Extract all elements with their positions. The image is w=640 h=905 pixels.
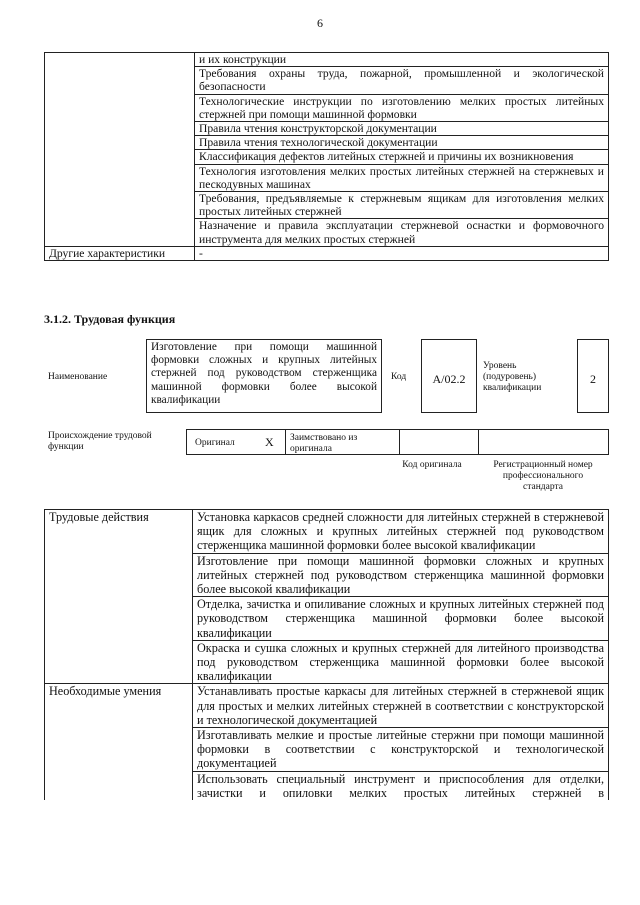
original-cell — [186, 429, 286, 455]
knowledge-item: Технология изготовления мелких простых литейных стержней на стержневых и пескодувных машинах — [195, 164, 609, 191]
original-code-cell — [399, 429, 479, 455]
skill-item: Изготавливать мелкие и простые литейные стержни при помощи машинной формовки в соответствии с конструкторской и технологической документацией — [193, 728, 609, 772]
borrowed-label: Заимствовано из оригинала — [290, 433, 358, 454]
table-row — [45, 53, 609, 67]
function-code-value: A/02.2 — [421, 339, 477, 413]
knowledge-item: Требования, предъявляемые к стержневым ящикам для изготовления мелких простых литейных стержней — [195, 192, 609, 219]
code-original-caption: Код оригинала — [402, 460, 462, 470]
knowledge-item: Назначение и правила эксплуатации стержневой оснастки и формовочного инструмента для мелких простых стержней — [195, 219, 609, 246]
skills-label: Необходимые умения — [45, 684, 193, 800]
reg-number-caption: Регистрационный номер профессионального стандарта — [493, 460, 593, 492]
function-name-value: Изготовление при помощи машинной формовки сложных и крупных литейных стержней под руководством стерженщика машинной формовки более высокой квалификации — [146, 339, 382, 413]
skill-item: Использовать специальный инструмент и приспособления для отделки, зачистки и опиловки мелких простых литейных стержней в — [193, 771, 609, 800]
borrowed-cell — [285, 429, 400, 455]
table-row — [45, 246, 609, 260]
page-number: 6 — [317, 16, 323, 30]
name-label: Наименование — [48, 372, 108, 382]
knowledge-label-cell — [45, 53, 195, 247]
original-mark: X — [265, 435, 274, 449]
knowledge-item: и их конструкции — [195, 53, 609, 67]
table-row — [45, 684, 609, 728]
function-details-table — [44, 509, 609, 800]
code-label: Код — [391, 372, 407, 382]
other-characteristics-value: - — [195, 246, 609, 260]
original-label: Оригинал — [195, 438, 235, 448]
knowledge-item: Технологические инструкции по изготовлению мелких простых литейных стержней при помощи машинной формовки — [195, 94, 609, 121]
knowledge-item: Правила чтения технологической документации — [195, 136, 609, 150]
origin-label: Происхождение трудовой функции — [48, 431, 152, 452]
reg-number-cell — [478, 429, 609, 455]
other-characteristics-label: Другие характеристики — [45, 246, 195, 260]
action-item: Изготовление при помощи машинной формовки сложных и крупных литейных стержней под руководством стерженщика машинной формовки более высокой квалификации — [193, 553, 609, 597]
action-item: Окраска и сушка сложных и крупных стержней для литейного производства под руководством стерженщика машинной формовки более высокой квалификации — [193, 640, 609, 684]
knowledge-item: Правила чтения конструкторской документации — [195, 122, 609, 136]
action-item: Установка каркасов средней сложности для литейных стержней в стержневой ящик для сложных и крупных литейных стержней под руководством стерженщика машинной формовки более высокой квалификации — [193, 510, 609, 554]
skill-item: Устанавливать простые каркасы для литейных стержней в стержневой ящик для простых и мелких литейных стержней в соответствии с конструкторской и технологической документацией — [193, 684, 609, 728]
actions-label: Трудовые действия — [45, 510, 193, 684]
level-value: 2 — [577, 339, 609, 413]
level-label: Уровень (подуровень) квалификации — [483, 361, 542, 393]
knowledge-item: Классификация дефектов литейных стержней и причины их возникновения — [195, 150, 609, 164]
knowledge-item: Требования охраны труда, пожарной, промышленной и экологической безопасности — [195, 67, 609, 94]
knowledge-table — [44, 52, 609, 261]
table-row — [45, 510, 609, 554]
section-title: 3.1.2. Трудовая функция — [44, 312, 176, 326]
action-item: Отделка, зачистка и опиливание сложных и крупных литейных стержней под руководством стерженщика машинной формовки более высокой квалификации — [193, 597, 609, 641]
